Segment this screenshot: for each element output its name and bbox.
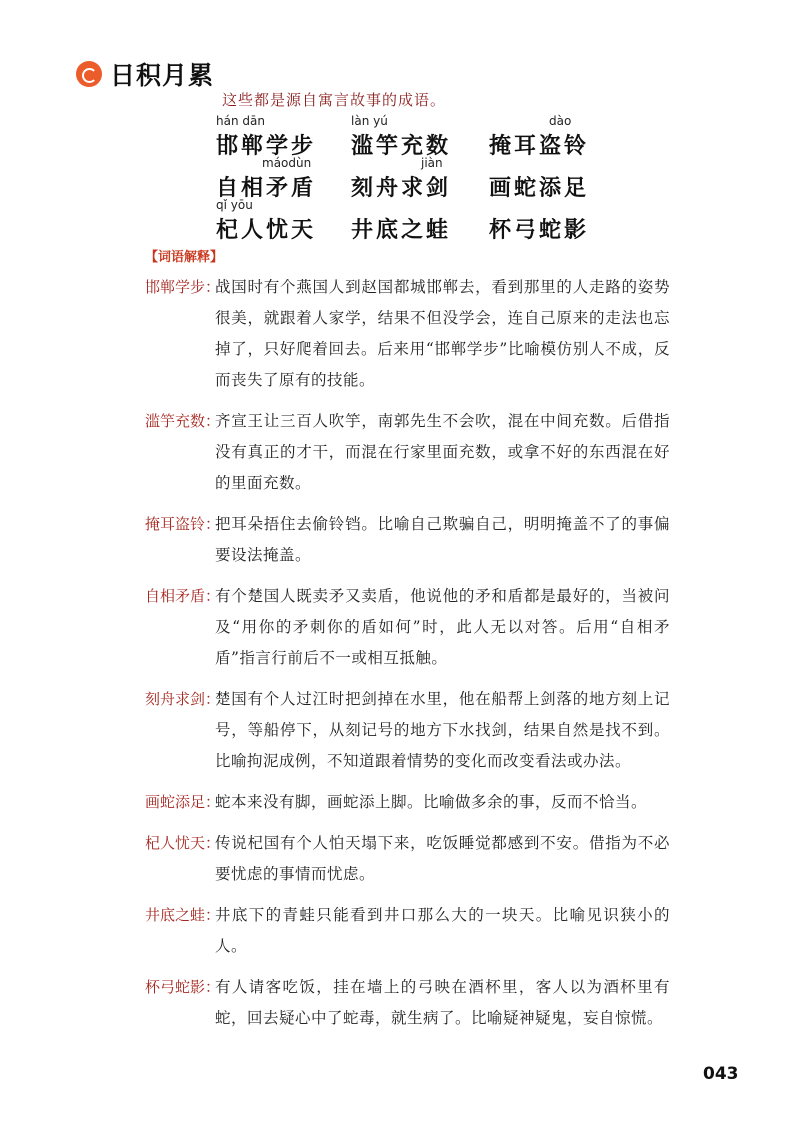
idiom-item	[489, 156, 619, 201]
definition-item	[145, 972, 670, 1034]
page-number: 043	[703, 1064, 739, 1084]
definition-item	[145, 509, 670, 571]
idiom-text: 自相矛盾	[216, 175, 317, 201]
idiom-pinyin: làn yú	[351, 114, 388, 128]
idiom-text: 刻舟求剑	[351, 175, 452, 201]
definition-term: 刻舟求剑：	[145, 690, 221, 708]
definition-term: 杞人忧天：	[145, 834, 221, 852]
definition-text: 把耳朵捂住去偷铃铛。比喻自己欺骗自己，明明掩盖不了的事偏要设法掩盖。	[215, 515, 670, 564]
definition-text: 有人请客吃饭，挂在墙上的弓映在酒杯里，客人以为酒杯里有蛇，回去疑心中了蛇毒，就生病了。比喻疑神疑鬼，妄自惊慌。	[215, 978, 670, 1027]
idiom-text: 滥竽充数	[351, 133, 452, 159]
idiom-pinyin: máodùn	[262, 156, 312, 170]
section-label: 【词语解释】	[145, 250, 224, 265]
swirl-logo-icon	[76, 61, 102, 87]
header	[76, 56, 214, 92]
page-title: 日积月累	[110, 61, 215, 90]
definition-list	[145, 272, 670, 1044]
definition-term: 画蛇添足：	[145, 793, 221, 811]
definition-term: 井底之蛙：	[145, 906, 221, 924]
idiom-item	[351, 114, 489, 159]
idiom-text: 掩耳盗铃	[489, 133, 590, 159]
definition-text: 齐宣王让三百人吹竽，南郭先生不会吹，混在中间充数。后借指没有真正的才干，而混在行家里面充数，或拿不好的东西混在好的里面充数。	[215, 412, 670, 492]
idiom-item	[351, 156, 489, 201]
definition-term: 杯弓蛇影：	[145, 978, 221, 996]
idiom-pinyin: dào	[549, 114, 572, 128]
definition-term: 掩耳盗铃：	[145, 515, 221, 533]
definition-text: 传说杞国有个人怕天塌下来，吃饭睡觉都感到不安。借指为不必要忧虑的事情而忧虑。	[215, 834, 670, 883]
idiom-item	[489, 114, 619, 159]
definition-text: 井底下的青蛙只能看到井口那么大的一块天。比喻见识狭小的人。	[215, 906, 670, 955]
definition-item	[145, 272, 670, 396]
definition-text: 有个楚国人既卖矛又卖盾，他说他的矛和盾都是最好的，当被问及“用你的矛刺你的盾如何”时，此人无以对答。后用“自相矛盾”指言行前后不一或相互抵触。	[215, 587, 670, 667]
definition-item	[145, 684, 670, 777]
definition-item	[145, 787, 670, 818]
idiom-text: 井底之蛙	[351, 217, 452, 243]
idiom-text: 杯弓蛇影	[489, 217, 590, 243]
idiom-item	[216, 198, 351, 243]
definition-item	[145, 900, 670, 962]
idiom-pinyin: hán dān	[216, 114, 265, 128]
idiom-pinyin: jiàn	[421, 156, 443, 170]
definition-text: 楚国有个人过江时把剑掉在水里，他在船帮上剑落的地方刻上记号，等船停下，从刻记号的地方下水找剑，结果自然是找不到。比喻拘泥成例，不知道跟着情势的变化而改变看法或办法。	[215, 690, 670, 770]
definition-term: 自相矛盾：	[145, 587, 221, 605]
intro-text: 这些都是源自寓言故事的成语。	[222, 91, 447, 109]
idiom-text: 画蛇添足	[489, 175, 590, 201]
definition-text: 蛇本来没有脚，画蛇添上脚。比喻做多余的事，反而不恰当。	[215, 793, 648, 811]
definition-text: 战国时有个燕国人到赵国都城邯郸去，看到那里的人走路的姿势很美，就跟着人家学，结果不但没学会，连自己原来的走法也忘掉了，只好爬着回去。后来用“邯郸学步”比喻模仿别人不成，反而丧失了原有的技能。	[215, 278, 670, 389]
definition-term: 邯郸学步：	[145, 278, 221, 296]
definition-item	[145, 828, 670, 890]
idiom-item	[489, 198, 619, 243]
idiom-item	[216, 114, 351, 159]
idiom-item	[216, 156, 351, 201]
definition-term: 滥竽充数：	[145, 412, 221, 430]
idiom-text: 邯郸学步	[216, 133, 317, 159]
idiom-text: 杞人忧天	[216, 217, 317, 243]
idiom-pinyin: qǐ yōu	[216, 198, 253, 212]
idiom-grid	[216, 114, 619, 243]
idiom-item	[351, 198, 489, 243]
definition-item	[145, 581, 670, 674]
definition-item	[145, 406, 670, 499]
